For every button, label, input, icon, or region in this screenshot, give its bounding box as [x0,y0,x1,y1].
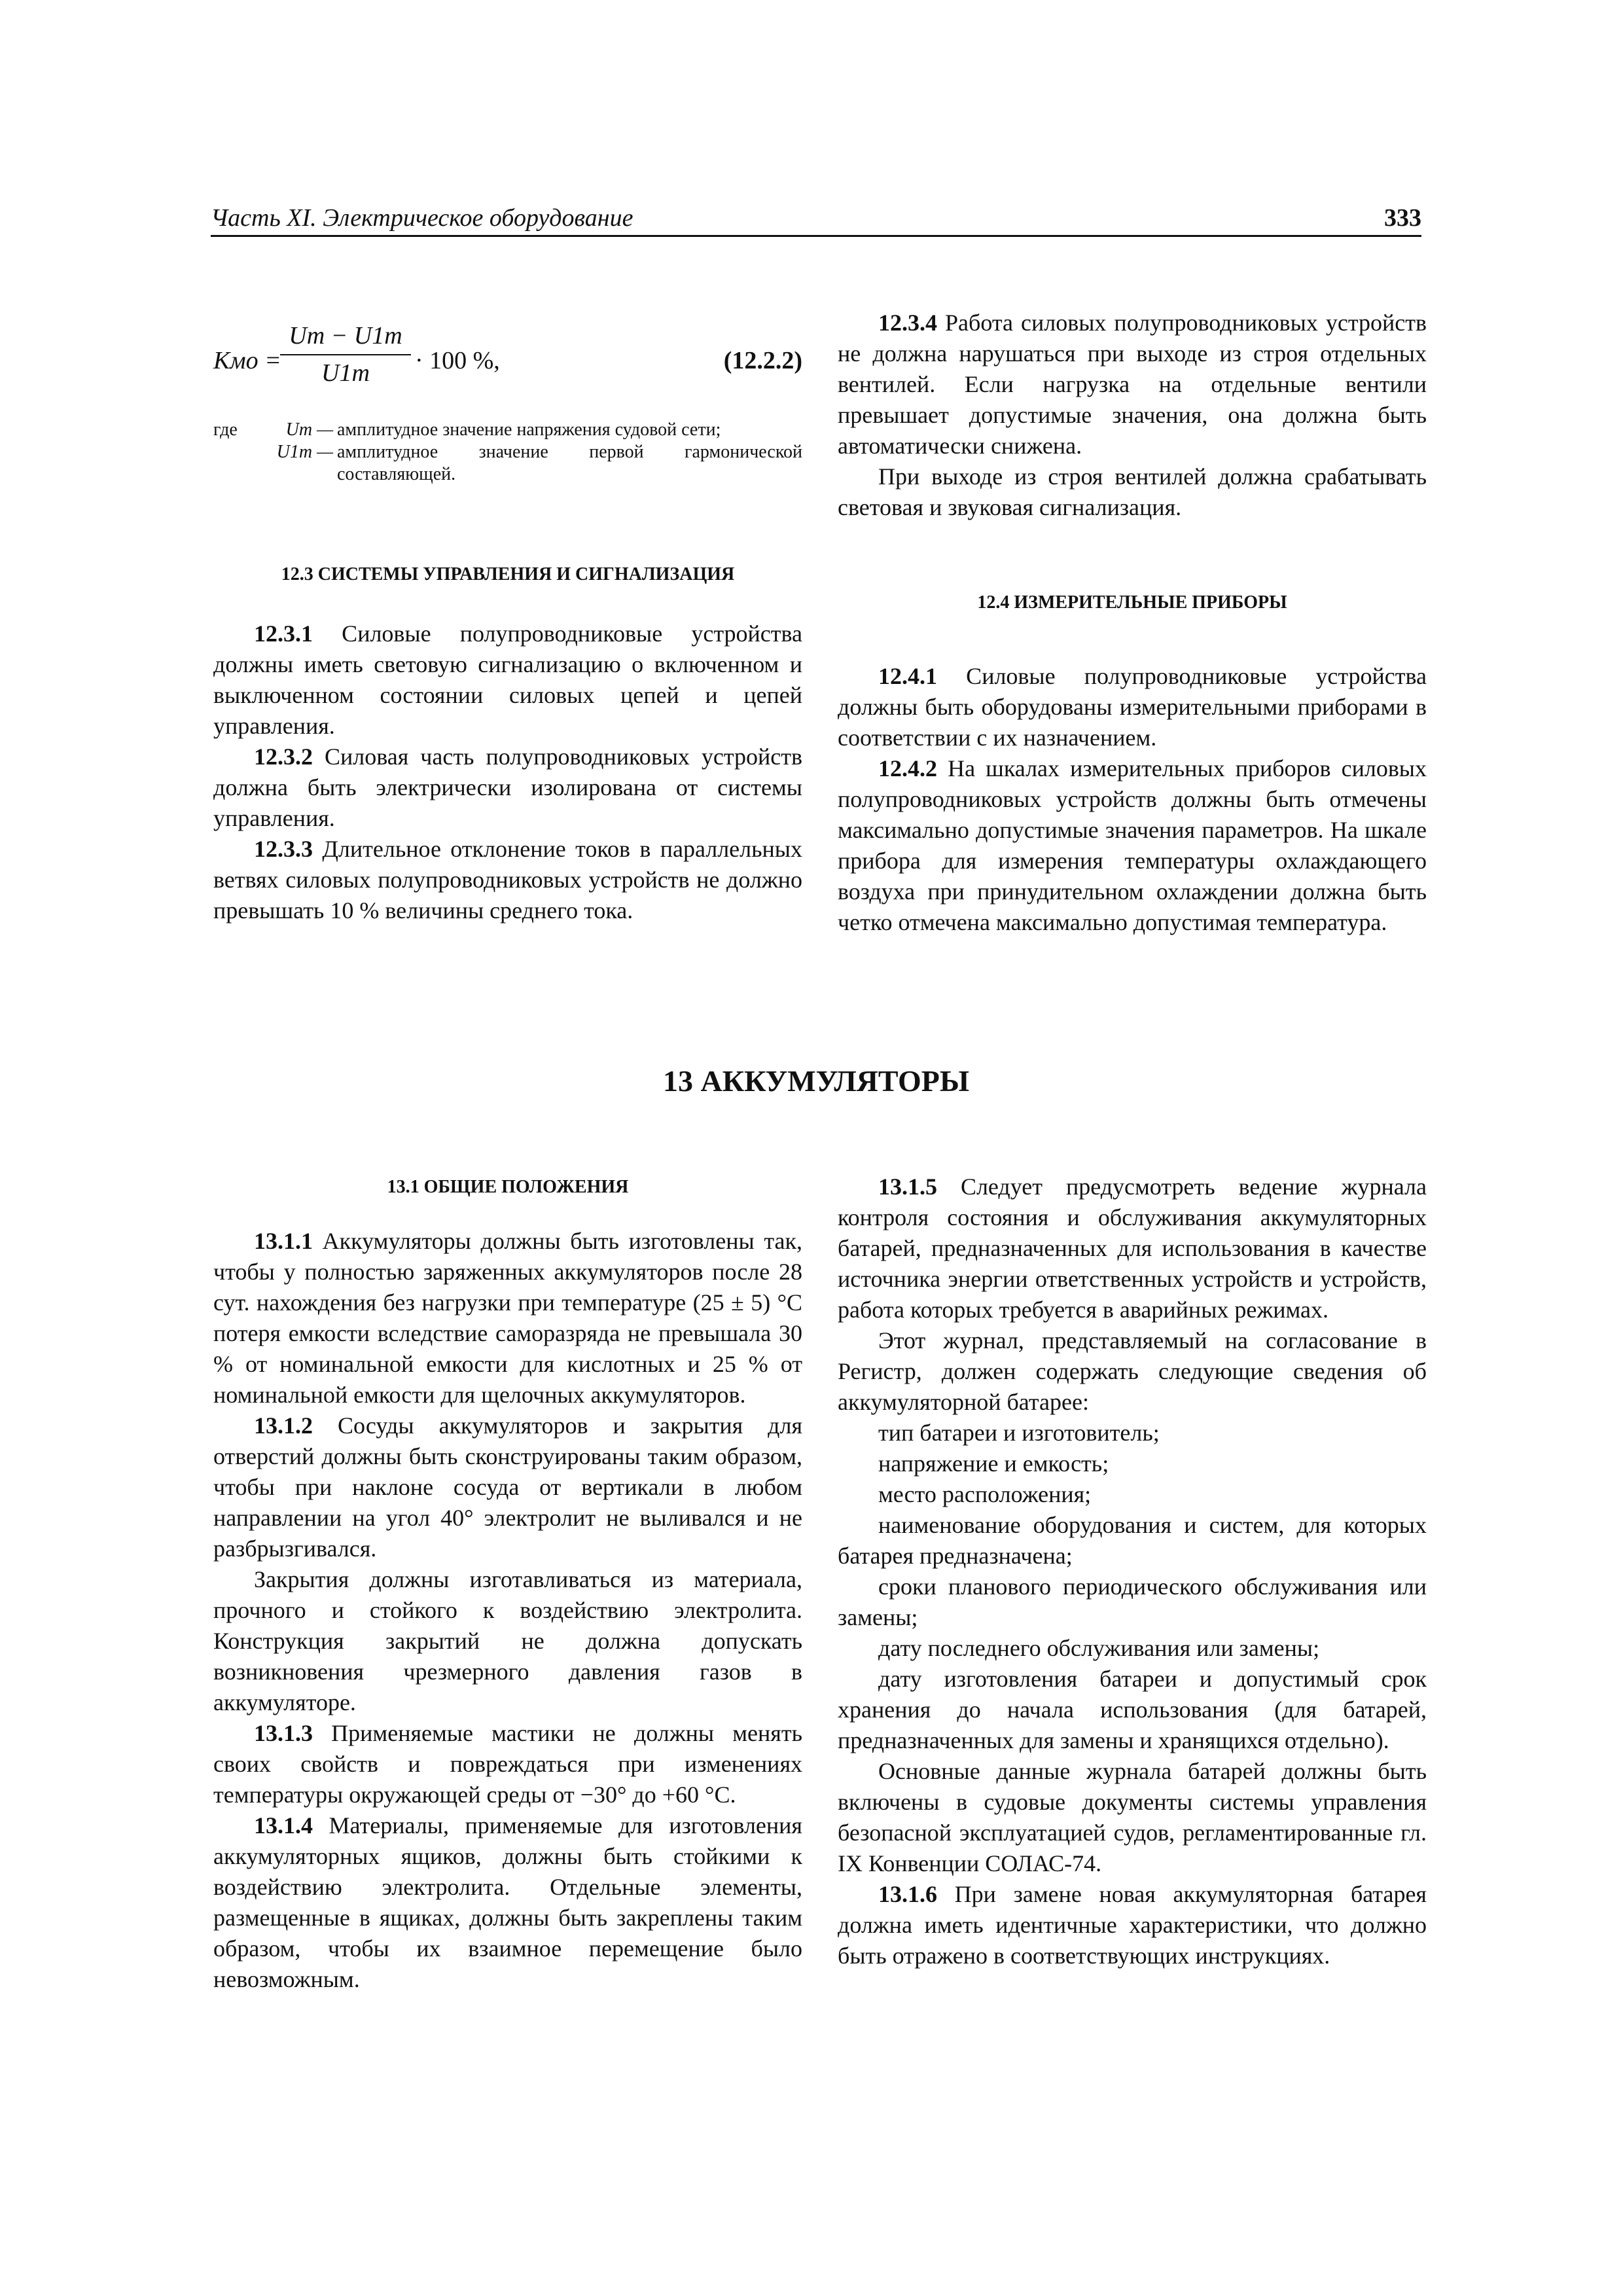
page-header-title: Часть XI. Электрическое оборудование [211,204,633,232]
paragraph [838,308,1427,461]
clause-number: 13.1.1 [254,1228,313,1254]
left-top-column [213,308,802,926]
formula-numerator: Um − U1m [280,321,411,355]
list-item: сроки планового периодического обслуживания или замены; [838,1573,1427,1630]
formula-lhs: Kмо = [213,347,281,374]
paragraph [838,661,1427,753]
paragraph-text: Силовые полупроводниковые устройства должны быть оборудованы измерительными приборами в соответствии с их назначением. [838,663,1427,751]
paragraph-text: На шкалах измерительных приборов силовых полупроводниковых устройств должны быть отмечены максимально допустимые значения параметров. На шкале прибора для измерения температуры охлаждающего воздуха при принудительном охлаждении должна быть четко отмечена максимально допустимая температура. [838,755,1427,935]
formula-fraction [280,321,411,389]
list-item: тип батареи и изготовитель; [878,1420,1160,1446]
paragraph-text: Следует предусмотреть ведение журнала контроля состояния и обслуживания аккумуляторных батарей, предназначенных для использования в качестве источника энергии ответственных устройств и устройств, работа которых требуется в аварийных режимах. [838,1174,1427,1323]
list-item: место расположения; [878,1481,1092,1507]
where-word: где [213,420,238,440]
paragraph: При выходе из строя вентилей должна срабатывать световая и звуковая сигнализация. [838,463,1427,520]
paragraph [213,1718,802,1810]
paragraph [213,1410,802,1564]
paragraph-text: Материалы, применяемые для изготовления аккумуляторных ящиков, должны быть стойкими к воздействию электролита. Отдельные элементы, размещенные в ящиках, должны быть закреплены таким образом, чтобы их взаимное перемещение было невозможным. [213,1812,802,1992]
paragraph [213,1226,802,1410]
clause-number: 12.3.2 [254,744,313,770]
paragraph-text: Аккумуляторы должны быть изготовлены так, чтобы у полностью заряженных аккумуляторов после 28 сут. нахождения без нагрузки при температуре (25 ± 5) °С потеря емкости вследствие саморазряда не превышала 30 % от номинальной емкости для кислотных и 25 % от номинальной емкости для щелочных аккумуляторов. [213,1228,802,1408]
formula-legend [213,419,802,486]
legend-text: амплитудное значение первой гармонической составляющей. [337,442,802,484]
list-item: наименование оборудования и систем, для которых батарея предназначена; [838,1512,1427,1569]
clause-number: 12.3.4 [878,310,937,336]
paragraph-text: При замене новая аккумуляторная батарея должна иметь идентичные характеристики, что должно быть отражено в соответствующих инструкциях. [838,1881,1427,1969]
clause-number: 13.1.6 [878,1881,937,1907]
left-bottom-column [213,1172,802,1995]
section-heading-12-3: 12.3 СИСТЕМЫ УПРАВЛЕНИЯ И СИГНАЛИЗАЦИЯ [281,564,735,584]
paragraph [838,1879,1427,1971]
page-number: 333 [1384,204,1421,232]
paragraph [213,619,802,742]
clause-number: 12.4.1 [878,663,937,689]
clause-number: 13.1.5 [878,1174,937,1200]
paragraph [838,753,1427,938]
list-item: напряжение и емкость; [878,1450,1109,1477]
paragraph-text: Применяемые мастики не должны менять своих свойств и повреждаться при изменениях температуры окружающей среды от −30° до +60 °С. [213,1720,802,1808]
paragraph-text: Силовые полупроводниковые устройства должны иметь световую сигнализацию о включенном и выключенном состоянии силовых цепей и цепей управления. [213,620,802,739]
formula-number: (12.2.2) [723,347,802,374]
clause-number: 12.4.2 [878,755,937,781]
list-item: дату последнего обслуживания или замены; [878,1635,1320,1661]
legend-symbol: U1m — [276,442,333,462]
section-heading-12-4: 12.4 ИЗМЕРИТЕЛЬНЫЕ ПРИБОРЫ [977,592,1287,613]
paragraph-text: Сосуды аккумуляторов и закрытия для отверстий должны быть сконструированы таким образом, чтобы при наклоне сосуда от вертикали в любом направлении на угол 40° электролит не выливался и не разбрызгивался. [213,1412,802,1562]
paragraph [838,1172,1427,1325]
page-header [211,200,1421,237]
paragraph: Этот журнал, представляемый на согласование в Регистр, должен содержать следующие сведения об аккумуляторной батарее: [838,1327,1427,1415]
clause-number: 13.1.3 [254,1720,313,1746]
paragraph [213,1810,802,1995]
clause-number: 12.3.1 [254,620,313,647]
section-heading-13-1: 13.1 ОБЩИЕ ПОЛОЖЕНИЯ [387,1177,629,1197]
paragraph-text: Работа силовых полупроводниковых устройств не должна нарушаться при выходе из строя отдельных вентилей. Если нагрузка на отдельные вентили превышает допустимые значения, она должна быть автоматически снижена. [838,310,1427,459]
legend-symbol: Um — [285,420,333,440]
chapter-heading-13: 13 АККУМУЛЯТОРЫ [663,1064,969,1098]
paragraph [213,742,802,834]
right-bottom-column [838,1172,1427,1971]
legend-text: амплитудное значение напряжения судовой сети; [337,420,721,440]
right-top-column [838,308,1427,938]
formula-denominator: U1m [321,359,370,387]
paragraph: Закрытия должны изготавливаться из материала, прочного и стойкого к воздействию электролита. Конструкция закрытий не должна допускать возникновения чрезмерного давления газов в аккумуляторе. [213,1566,802,1715]
journal-items-list [838,1418,1427,1756]
list-item: дату изготовления батареи и допустимый срок хранения до начала использования (для батарей, предназначенных для замены и хранящихся отдельно). [838,1666,1427,1753]
clause-number: 13.1.2 [254,1412,313,1439]
paragraph [213,834,802,926]
formula-multiplier: · 100 %, [415,347,500,374]
paragraph-text: Силовая часть полупроводниковых устройств должна быть электрически изолирована от системы управления. [213,744,802,831]
paragraph-text: Длительное отклонение токов в параллельных ветвях силовых полупроводниковых устройств не должно превышать 10 % величины среднего тока. [213,836,802,924]
clause-number: 13.1.4 [254,1812,313,1839]
formula-12-2-2 [213,308,802,406]
paragraph: Основные данные журнала батарей должны быть включены в судовые документы системы управления безопасной эксплуатацией судов, регламентированные гл. IX Конвенции СОЛАС-74. [838,1758,1427,1876]
clause-number: 12.3.3 [254,836,313,862]
